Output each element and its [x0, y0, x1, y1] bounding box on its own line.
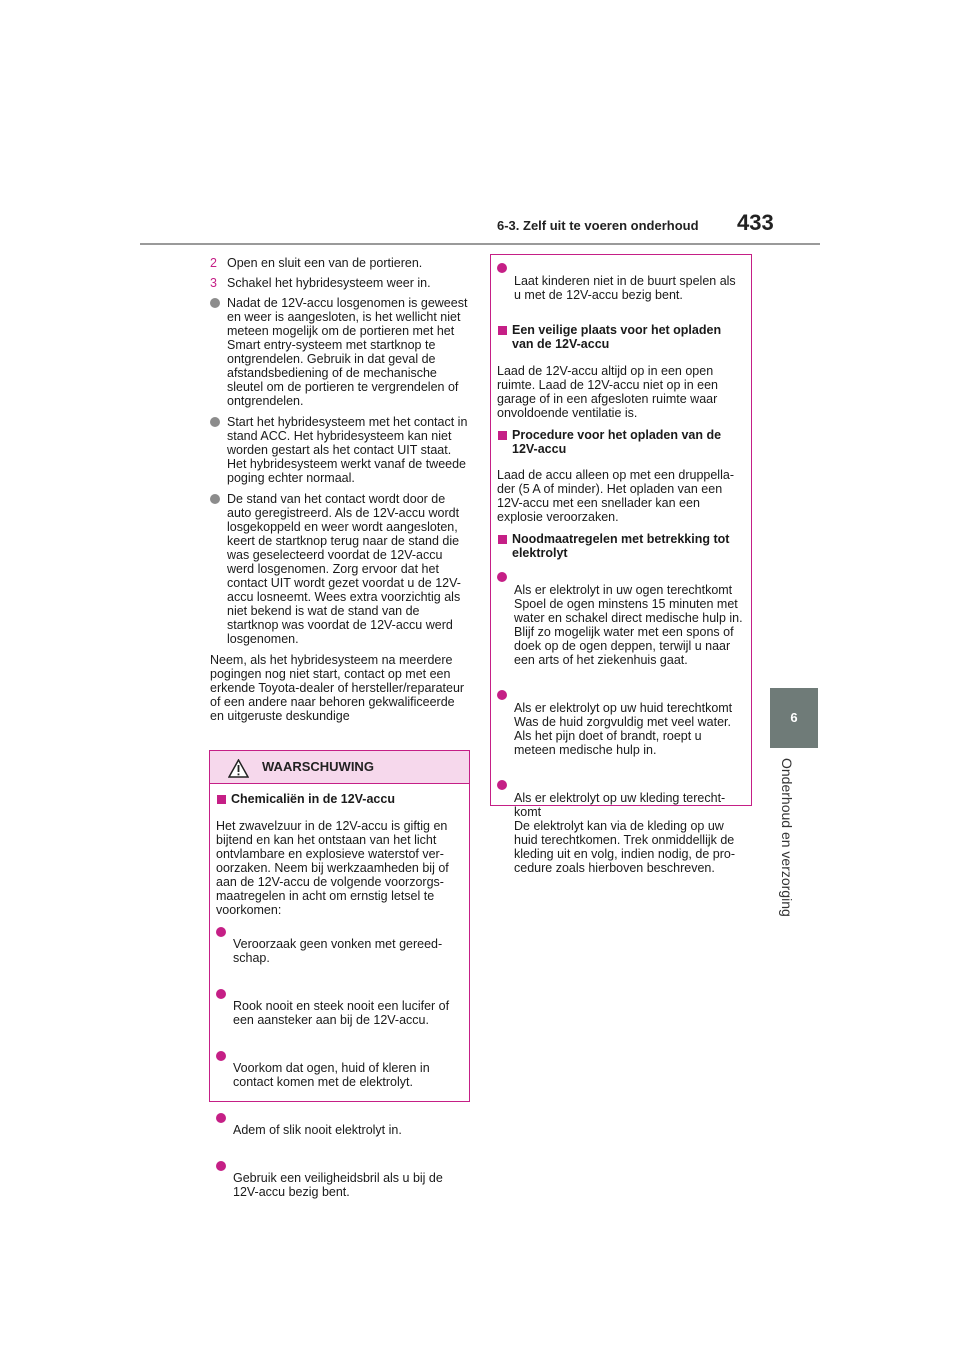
bullet-icon [210, 297, 223, 310]
bullet-icon [216, 926, 229, 939]
step-number: 3 [210, 276, 217, 290]
bullet-icon [210, 416, 223, 429]
bullet-icon [216, 1050, 229, 1063]
warning-subheading [216, 792, 461, 806]
square-bullet-icon [498, 535, 507, 544]
bullet-text: Nadat de 12V-accu losgenomen is geweest en weer is aangesloten, is het wellicht niet meteen mogelijk om de portieren met het Smart entry-systeem met startknop te ontgrendelen. Gebruik in dat geval de afstandsbediening of de mechanische sleutel om de portieren te vergrendelen of ontgrendelen. [227, 296, 468, 408]
warning-bullet [216, 1159, 461, 1212]
subheading-text: Noodmaatregelen met betrekking tot elektrolyt [512, 532, 730, 560]
warning-bullet-text: Gebruik een veiligheidsbril als u bij de 12V-accu bezig bent. [233, 1171, 443, 1199]
step-text: Open en sluit een van de portieren. [227, 256, 423, 270]
warning-bullet [216, 987, 461, 1040]
emergency-bullet-text: Als er elektrolyt op uw huid terechtkomt Was de huid zorgvuldig met veel water. Als het pijn doet of brandt, roept u meteen medische hulp in. [514, 700, 733, 757]
section-paragraph: Laad de 12V-accu altijd op in een open ruimte. Laad de 12V-accu niet op in een garage of in een afgesloten ruimte waar onvoldoende ventilatie is. [497, 363, 718, 420]
bullet-text: De stand van het contact wordt door de auto geregistreerd. Als de 12V-accu wordt losgekoppeld en weer wordt aangesloten, keert de startknop terug naar de stand die was geselecteerd voordat de 12V-accu werd losgenomen. Zorg ervoor dat het contact UIT wordt gezet voordat u de 12V-accu losneemt. Wees extra voorzichtig als niet bekend is wat de stand van de startknop was voordat de 12V-accu werd losgenomen. [227, 492, 461, 646]
warning-continuation-body [491, 255, 751, 887]
warning-box [209, 750, 470, 1199]
page-number: 433 [737, 210, 774, 235]
warning-bullet-text: Laat kinderen niet in de buurt spelen als u met de 12V-accu bezig bent. [514, 273, 736, 302]
warning-bullet [216, 925, 461, 978]
warning-continuation-box [490, 254, 752, 875]
square-bullet-icon [498, 326, 507, 335]
bullet-item [210, 415, 468, 485]
closing-paragraph: Neem, als het hybridesysteem na meerdere pogingen nog niet start, contact op met een erkende Toyota-dealer of hersteller/reparateur of een andere naar behoren gekwalificeerde en uitgeruste deskundige [210, 653, 465, 723]
section-subheading [497, 532, 743, 560]
warning-body [210, 784, 469, 1212]
warning-bullet [216, 1049, 461, 1102]
section-subheading [497, 323, 743, 351]
bullet-icon [497, 779, 510, 792]
header-rule [140, 243, 820, 245]
warning-bullet-text: Rook nooit en steek nooit een lucifer of een aansteker aan bij de 12V-accu. [233, 999, 450, 1027]
emergency-bullet-text: Als er elektrolyt in uw ogen terechtkomt Spoel de ogen minstens 15 minuten met water en schakel direct medische hulp in. Blijf zo mogelijk water met een spons of doek op de ogen deppen, terwijl u naar een arts of het ziekenhuis gaat. [514, 582, 743, 667]
bullet-item [210, 296, 468, 408]
left-column [210, 256, 468, 723]
warning-bullet-text: Voorkom dat ogen, huid of kleren in contact komen met de elektrolyt. [233, 1061, 430, 1089]
bullet-icon [216, 1112, 229, 1125]
bullet-icon [497, 571, 510, 584]
warning-bullet [216, 1111, 461, 1150]
section-paragraph: Laad de accu alleen op met een druppellader (5 A of minder). Het opladen van een 12V-accu met een snellader kan een explosie veroorzaken. [497, 468, 734, 524]
warning-intro: Het zwavelzuur in de 12V-accu is giftig en bijtend en kan het ontstaan van het licht ontvlambare en explosieve waterstof veroorzaken. Neem bij werkzaamheden bij of aan de 12V-accu de volgende voorzorgsmaatregelen in acht om ernstig letsel te voorkomen: [216, 818, 449, 917]
bullet-text: Start het hybridesysteem met het contact in stand ACC. Het hybridesysteem kan niet worden gestart als het contact UIT staat. Het hybridesysteem werkt vanaf de tweede poging echter normaal. [227, 415, 468, 485]
subheading-text: Procedure voor het opladen van de 12V-accu [512, 427, 722, 456]
warning-bullet [497, 261, 743, 314]
bullet-icon [216, 988, 229, 1001]
bullet-icon [497, 689, 510, 702]
emergency-bullet [497, 778, 743, 887]
section-subheading [497, 428, 743, 456]
square-bullet-icon [498, 431, 507, 440]
bullet-item [210, 492, 468, 646]
warning-header [210, 751, 469, 784]
chapter-label [769, 758, 819, 918]
step-number: 2 [210, 256, 217, 270]
chapter-label-text: Onderhoud en verzorging [779, 758, 795, 917]
warning-bullet-text: Veroorzaak geen vonken met gereedschap. [233, 937, 443, 965]
square-bullet-icon [217, 795, 226, 804]
warning-triangle-icon [228, 759, 249, 778]
bullet-icon [497, 262, 510, 275]
warning-heading-text: Chemicaliën in de 12V-accu [231, 792, 395, 806]
bullet-icon [210, 493, 223, 506]
step-item [210, 256, 468, 270]
bullet-icon [216, 1160, 229, 1173]
warning-title: WAARSCHUWING [262, 759, 374, 774]
step-text: Schakel het hybridesysteem weer in. [227, 276, 431, 290]
section-title: 6-3. Zelf uit te voeren onderhoud [497, 218, 699, 233]
warning-bullet-text: Adem of slik nooit elektrolyt in. [233, 1123, 402, 1137]
emergency-bullet [497, 570, 743, 679]
emergency-bullet-text: Als er elektrolyt op uw kleding terechtkomt De elektrolyt kan via de kleding op uw huid terechtkomen. Trek onmiddellijk de kleding uit en volg, indien nodig, de procedure zoals hierboven beschreven. [514, 790, 735, 875]
subheading-text: Een veilige plaats voor het opladen van de 12V-accu [512, 323, 722, 351]
step-item [210, 276, 468, 290]
emergency-bullet [497, 688, 743, 769]
chapter-tab: 6 [770, 688, 818, 748]
